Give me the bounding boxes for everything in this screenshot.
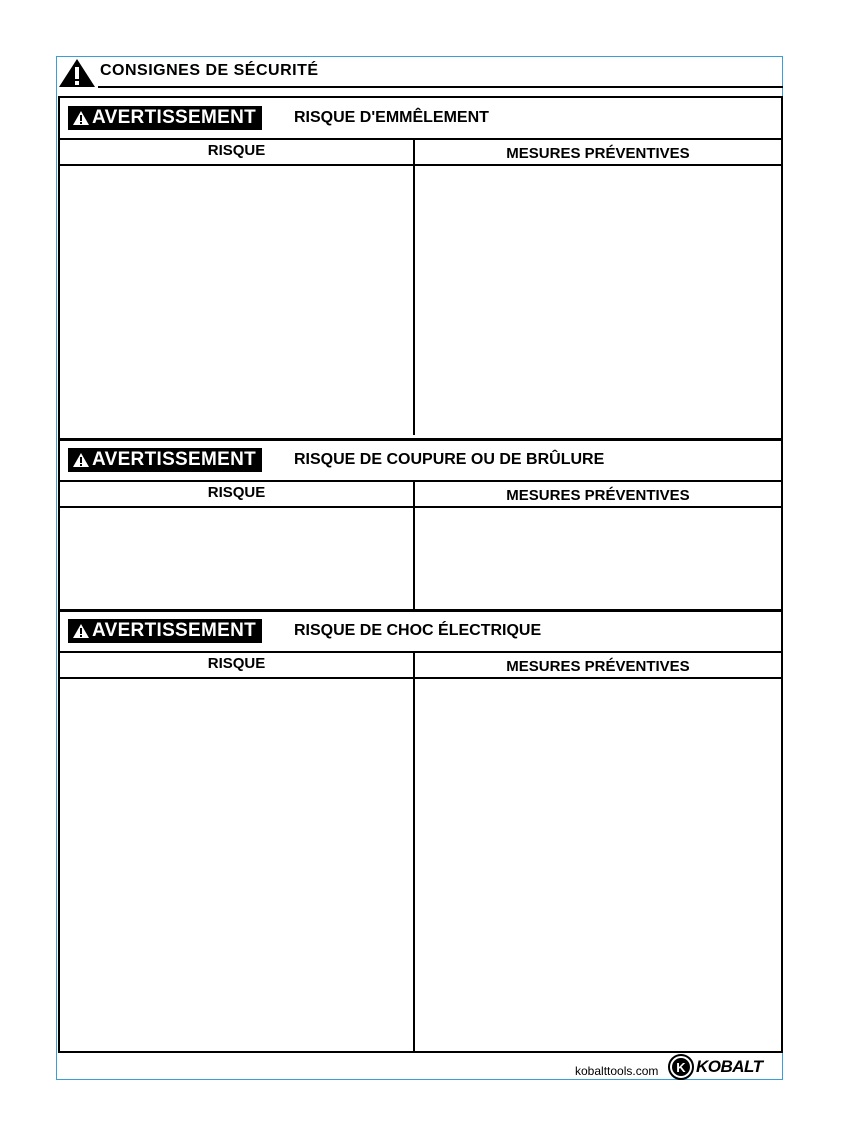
warning-badge-label: AVERTISSEMENT	[92, 620, 257, 641]
column-headers	[60, 482, 781, 508]
column-header-preventive: MESURES PRÉVENTIVES	[506, 145, 690, 162]
column-header-risk: RISQUE	[60, 653, 415, 677]
alert-triangle-icon	[72, 623, 90, 639]
footer-website: kobalttools.com	[575, 1064, 659, 1078]
alert-triangle-icon	[72, 110, 90, 126]
warning-section-cut-burn	[58, 438, 783, 612]
safety-header	[58, 58, 783, 90]
section-body	[60, 166, 781, 435]
warning-badge	[68, 448, 262, 472]
preventive-cell	[415, 166, 781, 435]
section-header	[60, 611, 781, 653]
page-title: CONSIGNES DE SÉCURITÉ	[100, 62, 319, 79]
risk-cell	[60, 166, 415, 435]
warning-section-entanglement	[58, 96, 783, 441]
section-header	[60, 98, 781, 140]
section-title: RISQUE DE COUPURE OU DE BRÛLURE	[294, 451, 605, 468]
header-divider	[98, 86, 783, 88]
section-header	[60, 440, 781, 482]
logo-wordmark: KOBALT	[696, 1057, 763, 1076]
section-title: RISQUE DE CHOC ÉLECTRIQUE	[294, 622, 542, 639]
warning-badge	[68, 619, 262, 643]
kobalt-emblem-icon	[668, 1054, 694, 1080]
warning-badge-label: AVERTISSEMENT	[92, 449, 257, 470]
preventive-cell	[415, 679, 781, 1051]
risk-cell	[60, 679, 415, 1051]
section-body	[60, 679, 781, 1051]
section-body	[60, 508, 781, 610]
column-headers	[60, 653, 781, 679]
column-header-risk: RISQUE	[60, 482, 415, 506]
section-title: RISQUE D'EMMÊLEMENT	[294, 109, 489, 126]
kobalt-logo	[668, 1053, 763, 1081]
logo-letter: K	[672, 1058, 690, 1076]
alert-triangle-icon	[72, 452, 90, 468]
column-headers	[60, 140, 781, 166]
warning-badge	[68, 106, 262, 130]
warning-triangle-icon	[58, 58, 96, 88]
column-header-preventive: MESURES PRÉVENTIVES	[506, 658, 690, 675]
column-header-preventive: MESURES PRÉVENTIVES	[506, 487, 690, 504]
preventive-cell	[415, 508, 781, 610]
warning-badge-label: AVERTISSEMENT	[92, 107, 257, 128]
warning-section-electric-shock	[58, 609, 783, 1053]
risk-cell	[60, 508, 415, 610]
column-header-risk: RISQUE	[60, 140, 415, 164]
